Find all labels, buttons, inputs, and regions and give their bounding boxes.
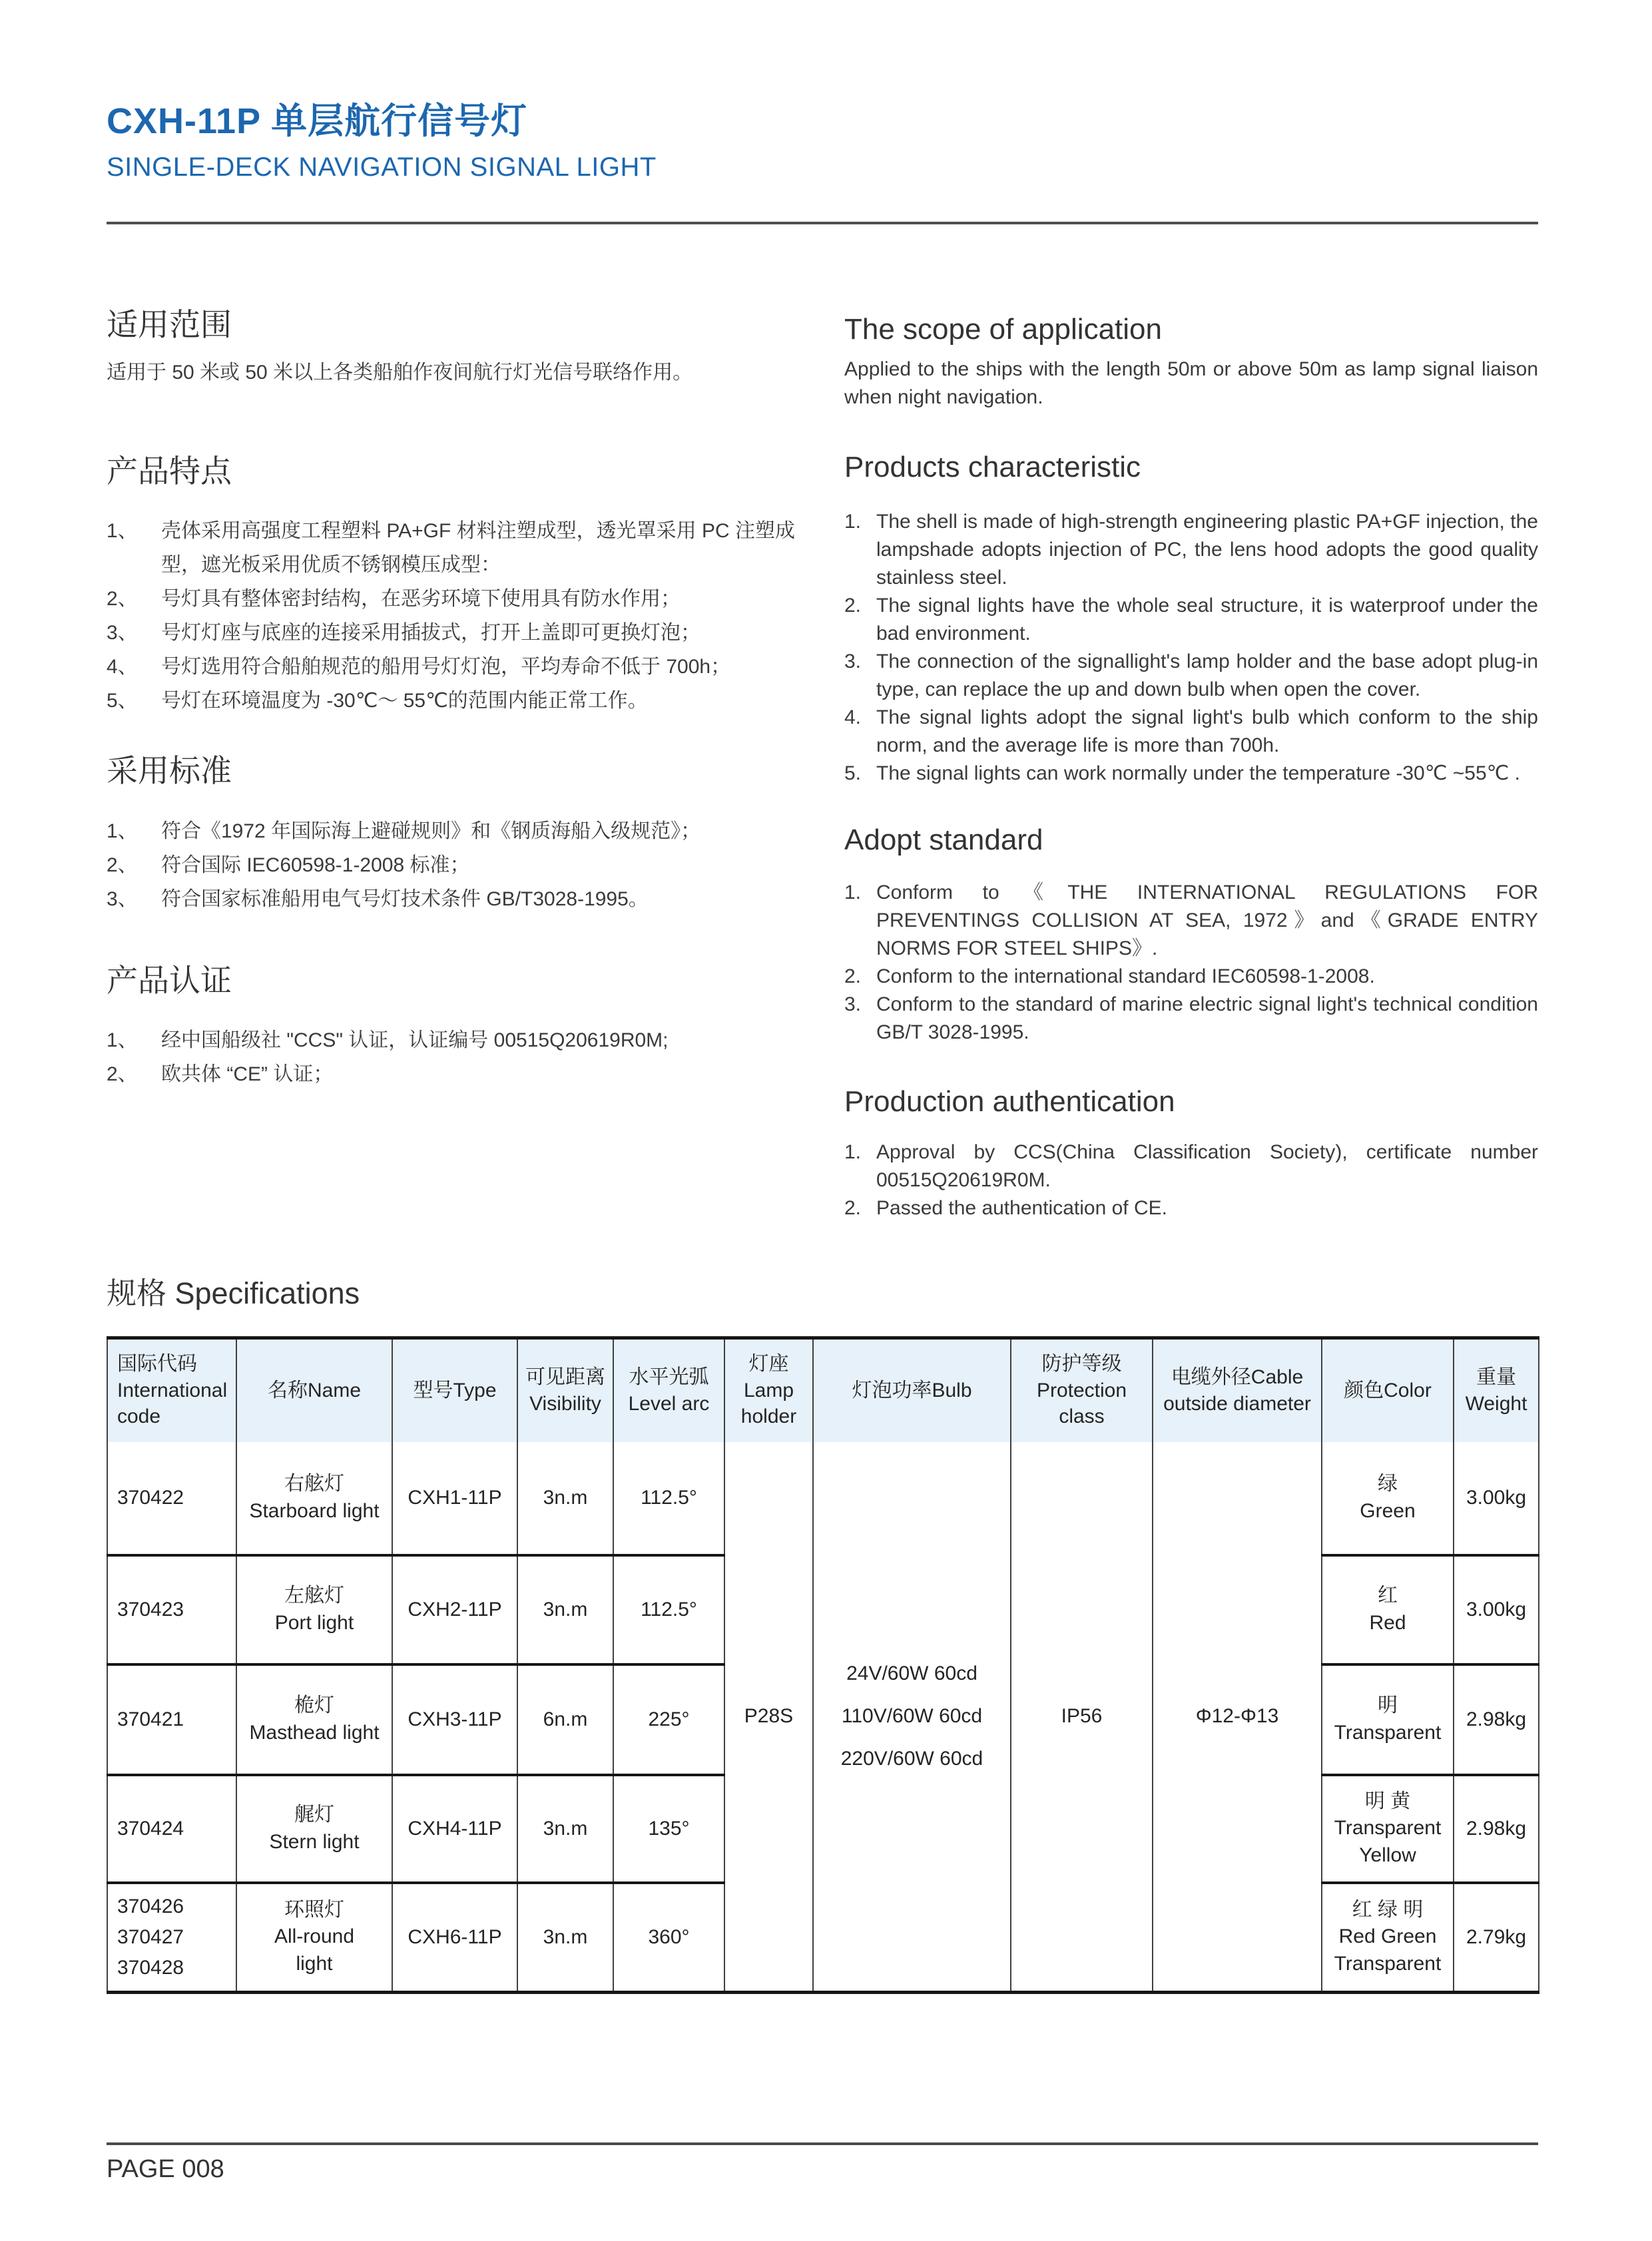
list-item: [107, 514, 812, 582]
table-row-starboard: [107, 1442, 1539, 1555]
code-value: 370426: [117, 1895, 184, 1917]
cell-color: [1322, 1883, 1454, 1993]
list-item-number: 1.: [844, 1140, 862, 1163]
text-columns: [107, 299, 1538, 1222]
cell-color-zh: 绿: [1378, 1473, 1398, 1495]
standard-list-en: [844, 879, 1538, 1047]
cell-name-zh: 环照灯: [284, 1898, 344, 1921]
list-item-text: The signal lights have the whole seal structure, it is waterproof under the bad environment.: [876, 595, 1538, 645]
section-body-scope-en: Applied to the ships with the length 50m or above 50m as lamp signal liaison when night navigation.: [844, 358, 1538, 409]
bulb-spec: 220V/60W 60cd: [840, 1747, 983, 1770]
page-content: [107, 0, 1538, 2184]
cell-weight: 2.79kg: [1454, 1883, 1539, 1993]
bulb-spec: 24V/60W 60cd: [846, 1662, 977, 1684]
column-header-level-arc: [613, 1338, 724, 1442]
cell-color: [1322, 1555, 1454, 1664]
bulb-spec: 110V/60W 60cd: [841, 1704, 983, 1727]
list-item-number: 1、: [107, 520, 138, 543]
specs-table-header: [107, 1338, 1539, 1442]
cell-name-zh: 桅灯: [294, 1694, 334, 1717]
list-item: [844, 991, 1538, 1047]
cell-type: CXH6-11P: [392, 1883, 517, 1993]
list-item: [844, 508, 1538, 592]
list-item-number: 3、: [107, 887, 138, 910]
list-item: [107, 814, 812, 848]
column-header-protection: [1011, 1338, 1153, 1442]
footer-divider: [107, 2142, 1538, 2145]
cell-color-en: Transparent: [1334, 1721, 1442, 1744]
column-header-en: Protection class: [1036, 1379, 1127, 1428]
column-header-en: Weight: [1465, 1392, 1527, 1415]
column-english: [844, 299, 1538, 1222]
column-header-en: Bulb: [932, 1379, 972, 1401]
list-item-number: 5.: [844, 762, 862, 785]
list-item-text: Passed the authentication of CE.: [876, 1196, 1167, 1219]
cell-cable-diameter: Φ12-Φ13: [1153, 1442, 1322, 1993]
cell-type: CXH3-11P: [392, 1664, 517, 1775]
cell-name-en: Stern light: [269, 1830, 360, 1853]
list-item: [844, 963, 1538, 991]
section-heading-standard-zh: 采用标准: [107, 753, 232, 789]
list-item-number: 4.: [844, 706, 862, 729]
authentication-list-en: [844, 1138, 1538, 1222]
cell-weight: 2.98kg: [1454, 1775, 1539, 1883]
column-header-cable: [1153, 1338, 1322, 1442]
column-header-bulb: [813, 1338, 1011, 1442]
standard-list-zh: [107, 814, 812, 916]
page-title: CXH-11P 单层航行信号灯: [107, 101, 528, 141]
column-header-zh: 防护等级: [1041, 1353, 1122, 1375]
cell-name: [236, 1664, 392, 1775]
section-heading-features-en: Products characteristic: [844, 451, 1141, 484]
cell-weight: 3.00kg: [1454, 1555, 1539, 1664]
cell-visibility: 3n.m: [517, 1775, 613, 1883]
code-value: 370428: [117, 1956, 184, 1979]
cell-code: 370422: [107, 1442, 236, 1555]
section-heading-authentication-en: Production authentication: [844, 1085, 1175, 1118]
cell-color-zh: 红 绿 明: [1352, 1898, 1424, 1921]
list-item-number: 2、: [107, 588, 138, 611]
section-heading-scope-zh: 适用范围: [107, 306, 232, 342]
cell-code: 370423: [107, 1555, 236, 1664]
list-item: [844, 1138, 1538, 1194]
cell-color-zh: 明: [1378, 1694, 1398, 1717]
list-item-text: Conform to the standard of marine electric signal light's technical condition GB/T 3028-1995.: [876, 993, 1538, 1043]
column-header-code: [107, 1338, 236, 1442]
list-item: [844, 760, 1538, 788]
list-item-number: 2.: [844, 595, 862, 617]
column-header-en: Name: [307, 1379, 362, 1401]
cell-type: CXH2-11P: [392, 1555, 517, 1664]
specs-table: [107, 1336, 1539, 1994]
list-item: [844, 1194, 1538, 1222]
column-header-en: Type: [453, 1379, 497, 1401]
column-header-en: Cable outside diameter: [1163, 1366, 1311, 1415]
list-item: [107, 882, 812, 916]
column-header-zh: 颜色: [1344, 1379, 1384, 1401]
list-item-number: 2.: [844, 965, 862, 987]
cell-visibility: 3n.m: [517, 1883, 613, 1993]
column-header-zh: 名称: [267, 1379, 308, 1401]
column-header-weight: [1454, 1338, 1539, 1442]
cell-color-zh: 明 黄: [1364, 1790, 1411, 1812]
section-heading-certification-zh: 产品认证: [107, 962, 232, 998]
column-header-zh: 型号: [413, 1379, 453, 1401]
cell-color: [1322, 1442, 1454, 1555]
list-item-text: 号灯具有整体密封结构，在恶劣环境下使用具有防水作用；: [161, 588, 681, 611]
cell-name-zh: 艉灯: [294, 1804, 334, 1826]
cell-visibility: 3n.m: [517, 1555, 613, 1664]
list-item: [107, 582, 812, 616]
list-item-text: The shell is made of high-strength engineering plastic PA+GF injection, the lampshade adopts injection of PC, the lens hood adopts the good quality stainless steel.: [876, 511, 1538, 589]
cell-color-en: Transparent Yellow: [1334, 1817, 1442, 1866]
column-header-zh: 灯泡功率: [852, 1379, 932, 1401]
cell-color-en: Red Green Transparent: [1334, 1925, 1442, 1975]
list-item-text: Approval by CCS(China Classification Society), certificate number 00515Q20619R0M.: [876, 1140, 1538, 1191]
column-header-visibility: [517, 1338, 613, 1442]
column-header-name: [236, 1338, 392, 1442]
list-item-text: 号灯灯座与底座的连接采用插拔式，打开上盖即可更换灯泡；: [161, 622, 700, 644]
column-header-lamp-holder: [724, 1338, 813, 1442]
list-item-number: 1.: [844, 511, 862, 533]
cell-type: CXH1-11P: [392, 1442, 517, 1555]
list-item: [107, 616, 812, 650]
list-item-text: 号灯选用符合船舶规范的船用号灯灯泡，平均寿命不低于 700h；: [161, 656, 731, 678]
list-item: [844, 879, 1538, 963]
list-item: [844, 592, 1538, 648]
list-item-text: The connection of the signallight's lamp holder and the base adopt plug-in type, can replace the up and down bulb when open the cover.: [876, 650, 1538, 701]
column-header-zh: 可见距离: [525, 1366, 605, 1389]
cell-color-en: Green: [1360, 1499, 1416, 1522]
list-item-text: 符合《1972 年国际海上避碰规则》和《钢质海船入级规范》；: [161, 820, 701, 842]
list-item: [107, 848, 812, 882]
cell-weight: 2.98kg: [1454, 1664, 1539, 1775]
section-heading-features-zh: 产品特点: [107, 453, 232, 489]
list-item: [107, 650, 812, 684]
page-subtitle: SINGLE-DECK NAVIGATION SIGNAL LIGHT: [107, 152, 657, 182]
cell-name: [236, 1442, 392, 1555]
cell-color: [1322, 1664, 1454, 1775]
list-item-text: 壳体采用高强度工程塑料 PA+GF 材料注塑成型，透光罩采用 PC 注塑成型，遮光板采用优质不锈钢模压成型：: [161, 520, 795, 577]
cell-name-en: All-round light: [274, 1925, 355, 1975]
list-item-text: 符合国际 IEC60598-1-2008 标准；: [161, 854, 470, 876]
column-header-zh: 水平光弧: [629, 1366, 709, 1389]
cell-visibility: 3n.m: [517, 1442, 613, 1555]
cell-name-en: Port light: [274, 1611, 354, 1634]
list-item-text: 符合国家标准船用电气号灯技术条件 GB/T3028-1995。: [161, 887, 649, 910]
cell-type: CXH4-11P: [392, 1775, 517, 1883]
column-header-zh: 电缆外径: [1171, 1366, 1251, 1389]
list-item: [107, 1023, 812, 1057]
code-value: 370427: [117, 1925, 184, 1948]
cell-level-arc: 112.5°: [613, 1442, 724, 1555]
cell-level-arc: 360°: [613, 1883, 724, 1993]
section-heading-standard-en: Adopt standard: [844, 824, 1043, 857]
cell-name-zh: 左舷灯: [284, 1585, 344, 1607]
list-item-text: The signal lights adopt the signal light's bulb which conform to the ship norm, and the average life is more than 700h.: [876, 706, 1538, 757]
column-header-zh: 重量: [1476, 1366, 1516, 1389]
list-item-number: 3、: [107, 622, 138, 644]
list-item-text: 经中国船级社 "CCS" 认证，认证编号 00515Q20619R0M;: [161, 1029, 669, 1052]
column-header-zh: 国际代码: [117, 1353, 197, 1375]
feature-list-zh: [107, 514, 812, 718]
section-body-scope-zh: 适用于 50 米或 50 米以上各类船舶作夜间航行灯光信号联络作用。: [107, 362, 693, 384]
list-item: [844, 648, 1538, 704]
cell-color-en: Red: [1369, 1611, 1406, 1634]
cell-lamp-holder: P28S: [724, 1442, 813, 1993]
cell-code: 370424: [107, 1775, 236, 1883]
cell-code: [107, 1883, 236, 1993]
list-item-text: Conform to the international standard IEC60598-1-2008.: [876, 965, 1375, 987]
list-item-number: 5、: [107, 690, 138, 712]
feature-list-en: [844, 508, 1538, 788]
column-header-type: [392, 1338, 517, 1442]
cell-name-zh: 右舷灯: [284, 1473, 344, 1495]
column-header-en: Visibility: [529, 1392, 601, 1415]
page-number: PAGE 008: [107, 2154, 224, 2183]
cell-level-arc: 225°: [613, 1664, 724, 1775]
list-item-number: 1、: [107, 1029, 138, 1052]
column-header-zh: 灯座: [748, 1353, 789, 1375]
column-header-en: Color: [1384, 1379, 1432, 1401]
column-chinese: [107, 299, 812, 1222]
cell-weight: 3.00kg: [1454, 1442, 1539, 1555]
cell-code: 370421: [107, 1664, 236, 1775]
cell-bulb: [813, 1442, 1011, 1993]
list-item-number: 2.: [844, 1196, 862, 1219]
list-item-number: 3.: [844, 650, 862, 673]
certification-list-zh: [107, 1023, 812, 1091]
column-header-color: [1322, 1338, 1454, 1442]
column-header-en: Level arc: [628, 1392, 710, 1415]
cell-name: [236, 1883, 392, 1993]
list-item-number: 2、: [107, 1063, 138, 1086]
list-item-number: 1、: [107, 820, 138, 842]
list-item-text: 欧共体 “CE” 认证；: [161, 1063, 334, 1086]
cell-protection-class: IP56: [1011, 1442, 1153, 1993]
list-item-number: 3.: [844, 993, 862, 1015]
cell-name-en: Masthead light: [249, 1721, 380, 1744]
cell-level-arc: 135°: [613, 1775, 724, 1883]
specs-heading: 规格 Specifications: [107, 1276, 360, 1310]
list-item: [844, 704, 1538, 760]
list-item: [107, 684, 812, 718]
document-header: [107, 0, 1538, 183]
section-heading-scope-en: The scope of application: [844, 312, 1162, 346]
list-item-text: 号灯在环境温度为 -30℃～ 55℃的范围内能正常工作。: [161, 690, 648, 712]
cell-name: [236, 1775, 392, 1883]
cell-name-en: Starboard light: [249, 1499, 380, 1522]
cell-name: [236, 1555, 392, 1664]
list-item: [107, 1057, 812, 1091]
list-item-text: The signal lights can work normally under the temperature -30℃ ~55℃ .: [876, 762, 1521, 785]
cell-color: [1322, 1775, 1454, 1883]
header-divider: [107, 222, 1538, 224]
cell-color-zh: 红: [1378, 1585, 1398, 1607]
column-header-en: International code: [117, 1379, 228, 1428]
list-item-number: 1.: [844, 881, 862, 903]
cell-level-arc: 112.5°: [613, 1555, 724, 1664]
list-item-number: 4、: [107, 656, 138, 678]
cell-visibility: 6n.m: [517, 1664, 613, 1775]
column-header-en: Lamp holder: [740, 1379, 797, 1428]
list-item-text: Conform to《THE INTERNATIONAL REGULATIONS FOR PREVENTINGS COLLISION AT SEA, 1972》and《GRADE ENTRY NORMS FOR STEEL SHIPS》.: [876, 881, 1538, 959]
list-item-number: 2、: [107, 854, 138, 876]
